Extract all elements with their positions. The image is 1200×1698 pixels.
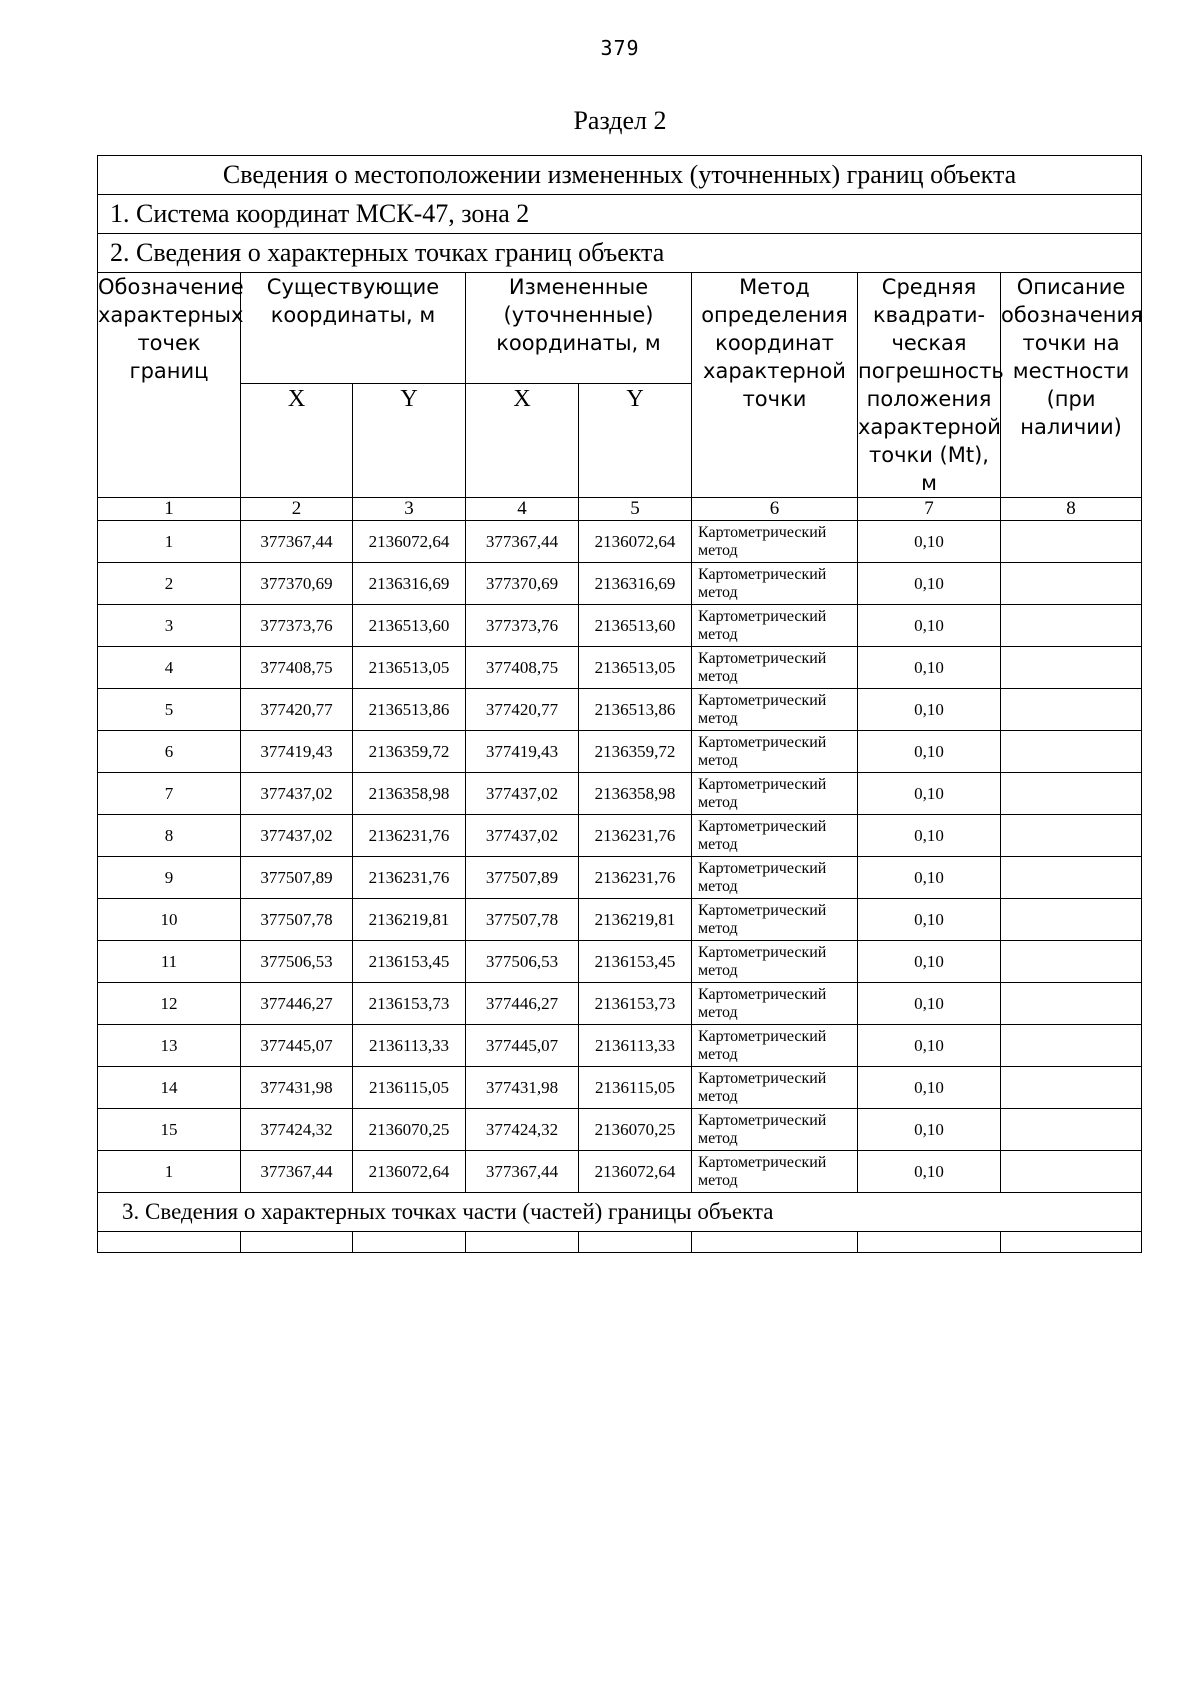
error-cell: 0,10 <box>858 521 1001 563</box>
table-row <box>98 689 1142 731</box>
changed-x: 377437,02 <box>466 815 579 857</box>
table-row <box>98 899 1142 941</box>
existing-y: 2136153,73 <box>353 983 466 1025</box>
error-cell: 0,10 <box>858 647 1001 689</box>
point-id: 8 <box>98 815 241 857</box>
description-cell <box>1001 857 1142 899</box>
changed-y: 2136513,60 <box>579 605 692 647</box>
points-heading: 2. Сведения о характерных точках границ объекта <box>98 234 1142 273</box>
changed-y: 2136070,25 <box>579 1109 692 1151</box>
existing-y: 2136115,05 <box>353 1067 466 1109</box>
table-row <box>98 521 1142 563</box>
point-id: 14 <box>98 1067 241 1109</box>
existing-y: 2136231,76 <box>353 857 466 899</box>
column-numbers-row <box>98 498 1142 521</box>
empty-row <box>98 1232 1142 1253</box>
method-cell: Картометрический метод <box>692 815 858 857</box>
header-changed-y: Y <box>579 384 692 498</box>
method-cell: Картометрический метод <box>692 899 858 941</box>
changed-x: 377408,75 <box>466 647 579 689</box>
changed-y: 2136072,64 <box>579 1151 692 1193</box>
existing-y: 2136513,86 <box>353 689 466 731</box>
header-changed-coords: Измененные (уточненные) координаты, м <box>466 273 692 384</box>
existing-x: 377420,77 <box>241 689 353 731</box>
existing-x: 377506,53 <box>241 941 353 983</box>
method-cell: Картометрический метод <box>692 563 858 605</box>
existing-x: 377437,02 <box>241 773 353 815</box>
point-id: 4 <box>98 647 241 689</box>
table-row <box>98 1109 1142 1151</box>
existing-x: 377370,69 <box>241 563 353 605</box>
changed-x: 377506,53 <box>466 941 579 983</box>
header-error: Средняя квадрати- ческая погрешность положения характерной точки (Mt), м <box>858 273 1001 498</box>
changed-y: 2136513,05 <box>579 647 692 689</box>
part-points-heading: 3. Сведения о характерных точках части (частей) границы объекта <box>98 1193 1142 1232</box>
table-row <box>98 563 1142 605</box>
existing-y: 2136513,60 <box>353 605 466 647</box>
header-existing-y: Y <box>353 384 466 498</box>
existing-y: 2136070,25 <box>353 1109 466 1151</box>
description-cell <box>1001 563 1142 605</box>
changed-x: 377431,98 <box>466 1067 579 1109</box>
description-cell <box>1001 815 1142 857</box>
existing-x: 377408,75 <box>241 647 353 689</box>
table-row <box>98 1067 1142 1109</box>
description-cell <box>1001 605 1142 647</box>
point-id: 6 <box>98 731 241 773</box>
changed-x: 377420,77 <box>466 689 579 731</box>
column-number: 1 <box>98 498 241 521</box>
section-title: Раздел 2 <box>573 106 667 135</box>
changed-x: 377424,32 <box>466 1109 579 1151</box>
method-cell: Картометрический метод <box>692 731 858 773</box>
column-number: 3 <box>353 498 466 521</box>
changed-y: 2136231,76 <box>579 857 692 899</box>
header-method: Метод определения координат характерной точки <box>692 273 858 498</box>
changed-y: 2136359,72 <box>579 731 692 773</box>
existing-x: 377419,43 <box>241 731 353 773</box>
description-cell <box>1001 1025 1142 1067</box>
point-id: 1 <box>98 1151 241 1193</box>
changed-x: 377419,43 <box>466 731 579 773</box>
existing-x: 377507,78 <box>241 899 353 941</box>
header-existing-coords: Существующие координаты, м <box>241 273 466 384</box>
table-banner: Сведения о местоположении измененных (уточненных) границ объекта <box>98 156 1142 195</box>
changed-x: 377367,44 <box>466 1151 579 1193</box>
description-cell <box>1001 1067 1142 1109</box>
column-number: 5 <box>579 498 692 521</box>
changed-x: 377370,69 <box>466 563 579 605</box>
table-row <box>98 815 1142 857</box>
table-row <box>98 1151 1142 1193</box>
method-cell: Картометрический метод <box>692 605 858 647</box>
table-row <box>98 983 1142 1025</box>
table-row <box>98 647 1142 689</box>
method-cell: Картометрический метод <box>692 857 858 899</box>
point-id: 2 <box>98 563 241 605</box>
existing-x: 377446,27 <box>241 983 353 1025</box>
existing-y: 2136316,69 <box>353 563 466 605</box>
changed-x: 377446,27 <box>466 983 579 1025</box>
changed-x: 377507,78 <box>466 899 579 941</box>
changed-x: 377367,44 <box>466 521 579 563</box>
table-row <box>98 941 1142 983</box>
changed-y: 2136153,45 <box>579 941 692 983</box>
table-row <box>98 773 1142 815</box>
existing-y: 2136153,45 <box>353 941 466 983</box>
existing-y: 2136358,98 <box>353 773 466 815</box>
error-cell: 0,10 <box>858 1025 1001 1067</box>
error-cell: 0,10 <box>858 1109 1001 1151</box>
table-row <box>98 857 1142 899</box>
page-number: 379 <box>600 36 640 60</box>
coordinate-system: 1. Система координат МСК-47, зона 2 <box>98 195 1142 234</box>
changed-y: 2136513,86 <box>579 689 692 731</box>
error-cell: 0,10 <box>858 815 1001 857</box>
error-cell: 0,10 <box>858 1151 1001 1193</box>
existing-y: 2136231,76 <box>353 815 466 857</box>
existing-y: 2136219,81 <box>353 899 466 941</box>
method-cell: Картометрический метод <box>692 521 858 563</box>
method-cell: Картометрический метод <box>692 689 858 731</box>
error-cell: 0,10 <box>858 689 1001 731</box>
method-cell: Картометрический метод <box>692 941 858 983</box>
changed-y: 2136153,73 <box>579 983 692 1025</box>
header-changed-x: X <box>466 384 579 498</box>
point-id: 3 <box>98 605 241 647</box>
changed-y: 2136358,98 <box>579 773 692 815</box>
method-cell: Картометрический метод <box>692 1151 858 1193</box>
point-id: 12 <box>98 983 241 1025</box>
point-id: 7 <box>98 773 241 815</box>
table-row <box>98 1025 1142 1067</box>
point-id: 10 <box>98 899 241 941</box>
existing-x: 377373,76 <box>241 605 353 647</box>
existing-y: 2136072,64 <box>353 1151 466 1193</box>
error-cell: 0,10 <box>858 563 1001 605</box>
description-cell <box>1001 647 1142 689</box>
changed-y: 2136113,33 <box>579 1025 692 1067</box>
error-cell: 0,10 <box>858 857 1001 899</box>
error-cell: 0,10 <box>858 773 1001 815</box>
point-id: 11 <box>98 941 241 983</box>
boundary-points-table <box>97 155 1142 1253</box>
table-row <box>98 605 1142 647</box>
error-cell: 0,10 <box>858 899 1001 941</box>
changed-y: 2136115,05 <box>579 1067 692 1109</box>
header-existing-x: X <box>241 384 353 498</box>
column-number: 2 <box>241 498 353 521</box>
existing-y: 2136113,33 <box>353 1025 466 1067</box>
changed-y: 2136316,69 <box>579 563 692 605</box>
existing-y: 2136513,05 <box>353 647 466 689</box>
changed-x: 377373,76 <box>466 605 579 647</box>
column-number: 4 <box>466 498 579 521</box>
existing-x: 377367,44 <box>241 1151 353 1193</box>
existing-x: 377431,98 <box>241 1067 353 1109</box>
point-id: 1 <box>98 521 241 563</box>
description-cell <box>1001 773 1142 815</box>
description-cell <box>1001 521 1142 563</box>
existing-x: 377445,07 <box>241 1025 353 1067</box>
method-cell: Картометрический метод <box>692 1025 858 1067</box>
error-cell: 0,10 <box>858 605 1001 647</box>
error-cell: 0,10 <box>858 731 1001 773</box>
column-number: 7 <box>858 498 1001 521</box>
description-cell <box>1001 689 1142 731</box>
method-cell: Картометрический метод <box>692 983 858 1025</box>
changed-x: 377445,07 <box>466 1025 579 1067</box>
error-cell: 0,10 <box>858 1067 1001 1109</box>
description-cell <box>1001 899 1142 941</box>
column-number: 6 <box>692 498 858 521</box>
error-cell: 0,10 <box>858 941 1001 983</box>
changed-y: 2136072,64 <box>579 521 692 563</box>
method-cell: Картометрический метод <box>692 647 858 689</box>
description-cell <box>1001 1109 1142 1151</box>
existing-x: 377424,32 <box>241 1109 353 1151</box>
column-number: 8 <box>1001 498 1142 521</box>
header-description: Описание обозначения точки на местности (при наличии) <box>1001 273 1142 498</box>
method-cell: Картометрический метод <box>692 773 858 815</box>
changed-y: 2136219,81 <box>579 899 692 941</box>
changed-y: 2136231,76 <box>579 815 692 857</box>
method-cell: Картометрический метод <box>692 1067 858 1109</box>
description-cell <box>1001 1151 1142 1193</box>
description-cell <box>1001 941 1142 983</box>
existing-x: 377437,02 <box>241 815 353 857</box>
table-row <box>98 731 1142 773</box>
existing-y: 2136072,64 <box>353 521 466 563</box>
header-designation: Обозначение характерных точек границ <box>98 273 241 498</box>
point-id: 5 <box>98 689 241 731</box>
method-cell: Картометрический метод <box>692 1109 858 1151</box>
point-id: 9 <box>98 857 241 899</box>
point-id: 13 <box>98 1025 241 1067</box>
changed-x: 377507,89 <box>466 857 579 899</box>
existing-x: 377507,89 <box>241 857 353 899</box>
existing-y: 2136359,72 <box>353 731 466 773</box>
point-id: 15 <box>98 1109 241 1151</box>
error-cell: 0,10 <box>858 983 1001 1025</box>
description-cell <box>1001 983 1142 1025</box>
description-cell <box>1001 731 1142 773</box>
existing-x: 377367,44 <box>241 521 353 563</box>
changed-x: 377437,02 <box>466 773 579 815</box>
